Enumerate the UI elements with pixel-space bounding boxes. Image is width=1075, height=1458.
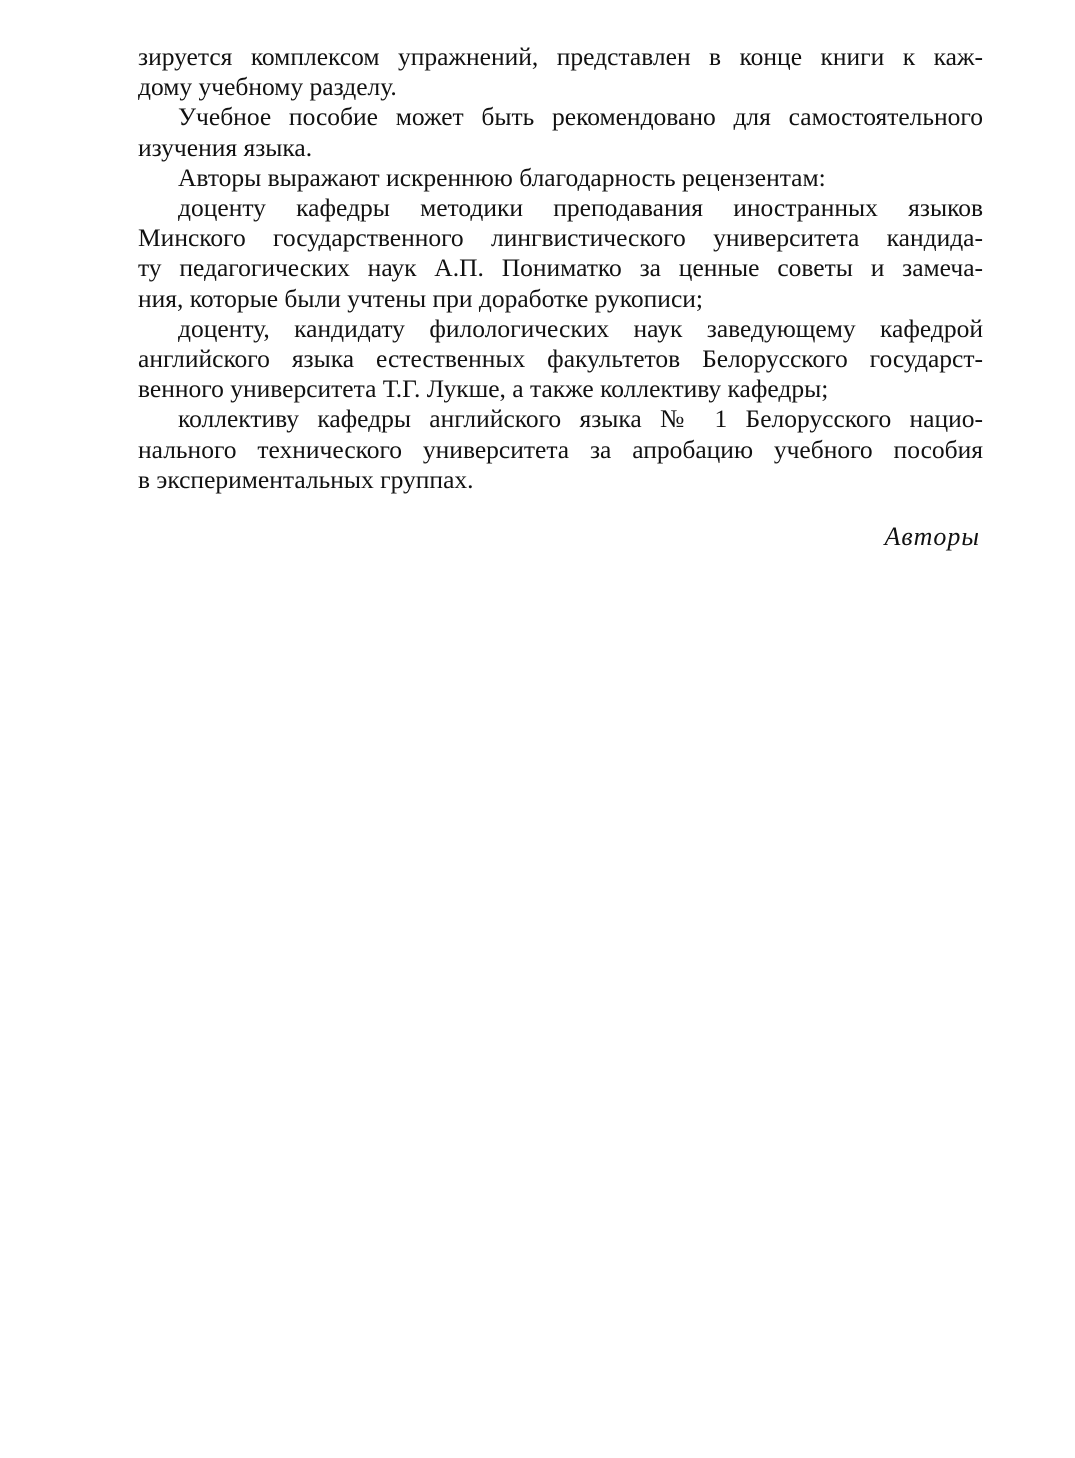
- authors-signature: Авторы: [884, 522, 980, 551]
- text-line: нального технического университета за апробацию учебного пособия: [138, 434, 983, 464]
- text-line: Минского государственного лингвистического университета кандида-: [138, 223, 983, 253]
- text-line: в экспериментальных группах.: [138, 464, 474, 494]
- paragraph-2: [138, 102, 983, 162]
- text-line: венного университета Т.Г. Лукше, а также коллективу кафедры;: [138, 374, 829, 404]
- text-line: изучения языка.: [138, 132, 313, 162]
- text-line: Учебное пособие может быть рекомендовано для самостоятельного: [178, 102, 983, 132]
- paragraph-3: [138, 163, 983, 193]
- paragraph-1: [138, 42, 983, 102]
- document-body: [138, 42, 983, 495]
- paragraph-4: [138, 193, 983, 314]
- text-line: ту педагогических наук А.П. Пониматко за ценные советы и замеча-: [138, 253, 983, 283]
- text-line: ния, которые были учтены при доработке рукописи;: [138, 283, 703, 313]
- text-line: доценту кафедры методики преподавания иностранных языков: [178, 193, 983, 223]
- text-line: доценту, кандидату филологических наук заведующему кафедрой: [178, 313, 983, 343]
- paragraph-6: [138, 404, 983, 495]
- paragraph-5: [138, 314, 983, 405]
- text-line: коллективу кафедры английского языка № 1 Белорусского нацио-: [178, 404, 983, 434]
- text-line: дому учебному разделу.: [138, 72, 397, 102]
- text-line: Авторы выражают искреннюю благодарность рецензентам:: [178, 162, 826, 192]
- text-line: английского языка естественных факультетов Белорусского государст-: [138, 344, 983, 374]
- text-line: зируется комплексом упражнений, представлен в конце книги к каж-: [138, 42, 983, 71]
